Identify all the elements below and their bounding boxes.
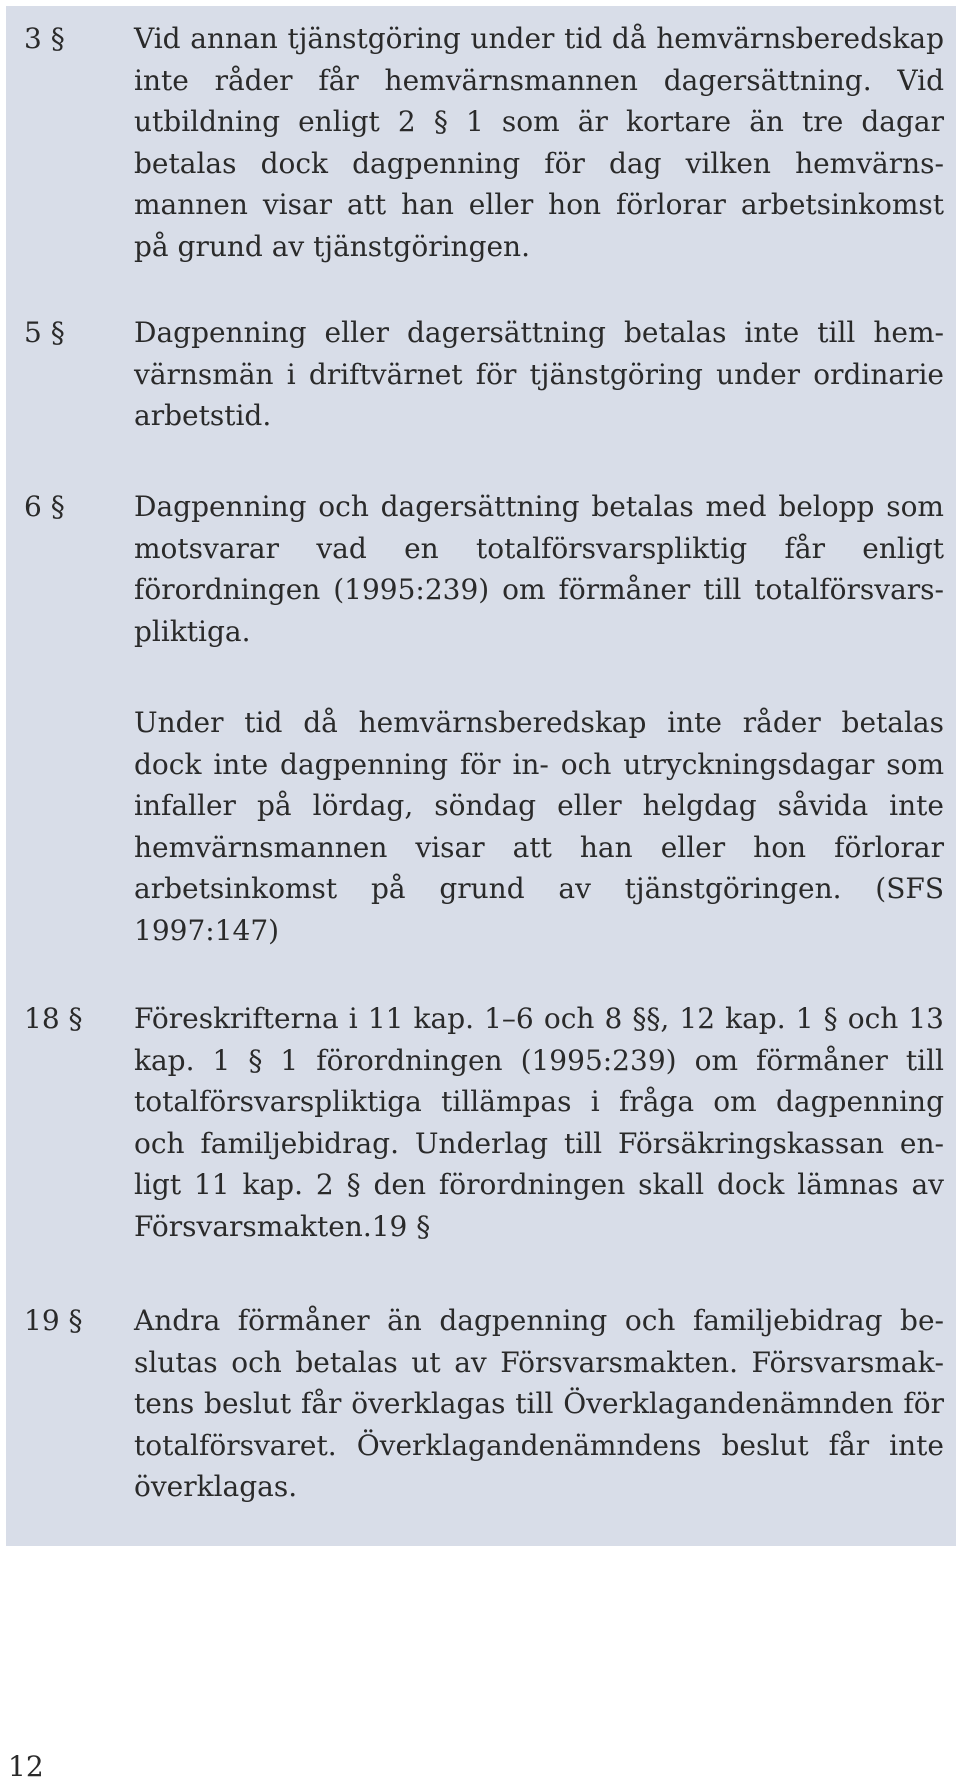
paragraph-number: 18 § bbox=[24, 1002, 83, 1035]
paragraph-text: Andra förmåner än dagpenning och familjebidrag beslutas och betalas ut av Försvarsmakten. Försvarsmaktens beslut får överklagas till Överklagandenämnden för totalförsvaret. Överklagandenämndens beslut får inte överklagas. bbox=[134, 1304, 944, 1503]
paragraph-text: Föreskrifterna i 11 kap. 1–6 och 8 §§, 12 kap. 1 § och 13 kap. 1 § 1 förordningen (1995:239) om förmåner till totalförsvarspliktiga tillämpas i fråga om dagpenning och familjebidrag. Underlag till Försäkringskassan enligt 11 kap. 2 § den förordningen skall dock lämnas av Försvarsmakten.19 § bbox=[134, 1002, 944, 1243]
paragraph-number: 19 § bbox=[24, 1304, 83, 1337]
paragraph-number: 3 § bbox=[24, 22, 65, 55]
paragraph-text: Under tid då hemvärnsberedskap inte råder betalas dock inte dagpenning för in- och utryckningsdagar som infaller på lördag, söndag eller helgdag såvida inte hemvärnsmannen visar att han eller hon förlorar arbetsinkomst på grund av tjänstgöringen. (SFS 1997:147) bbox=[134, 706, 944, 947]
paragraph-text: Dagpenning eller dagersättning betalas inte till hemvärnsmän i driftvärnet för tjänstgöring under ordinarie arbetstid. bbox=[134, 316, 944, 432]
paragraph-text: Dagpenning och dagersättning betalas med belopp som motsvarar vad en totalförsvarspliktig får enligt förordningen (1995:239) om förmåner till totalförsvarspliktiga. bbox=[134, 490, 944, 648]
paragraph-text: Vid annan tjänstgöring under tid då hemvärnsberedskap inte råder får hemvärnsmannen dagersättning. Vid utbildning enligt 2 § 1 som är kortare än tre dagar betalas dock dagpenning för dag vilken hemvärnsmannen visar att han eller hon förlorar arbetsinkomst på grund av tjänstgöringen. bbox=[134, 22, 944, 263]
text-panel bbox=[6, 6, 956, 1546]
page-number: 12 bbox=[8, 1750, 44, 1783]
paragraph-number: 5 § bbox=[24, 316, 65, 349]
paragraph-number: 6 § bbox=[24, 490, 65, 523]
